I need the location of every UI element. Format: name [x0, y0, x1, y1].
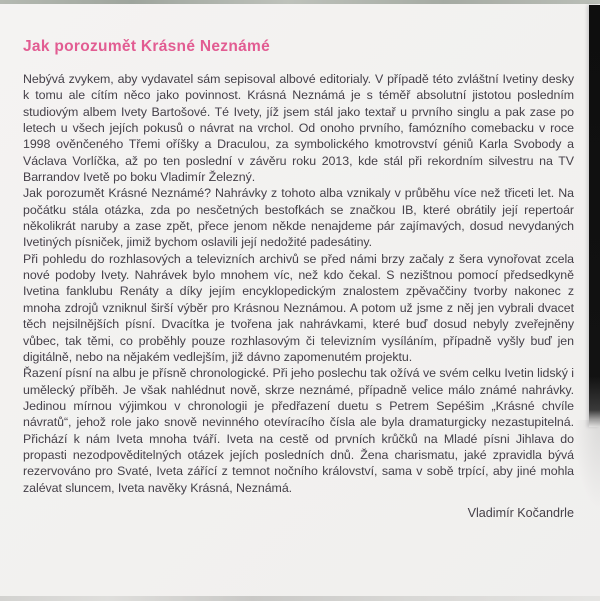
editorial-body	[23, 71, 574, 496]
author-signature: Vladimír Kočandrle	[467, 505, 574, 520]
editorial-content	[23, 38, 574, 521]
page-corner-shadow	[574, 420, 600, 510]
scan-bottom-edge	[0, 596, 600, 601]
scan-right-edge-bar	[589, 5, 600, 427]
paragraph: Řazení písní na albu je přísně chronologické. Při jeho poslechu tak ožívá ve svém celku Ivetin lidský i umělecký příběh. Je však nahlédnut nově, skrze neznámé, případně velice málo známé nahrávky. Jedinou mírnou výjimkou v chronologii je předřazení duetu s Petrem Sepéšim „Krásné chvíle návratů“, jehož role jako snově nevinného otevíracího čísla ale byla dramaturgicky nezastupitelná. Přichází k nám Iveta mnoha tváří. Iveta na cestě od prvních krůčků na Mladé písni Jihlava do propasti nezodpověditelných otázek jejích posledních dnů. Žena charismatu, jaké zpravidla bývá rezervováno pro Svaté, Iveta zářící z temnot nočního království, sama v sobě trpící, aby jiné mohla zalévat sluncem, Iveta navěky Krásná, Neznámá.	[23, 366, 574, 495]
paragraph: Při pohledu do rozhlasových a televizních archivů se před námi brzy začaly z šera vynořovat zcela nové podoby Ivety. Nahrávek bylo mnohem víc, než kdo čekal. S nezištnou pomocí předsedkyně Ivetina fanklubu Renáty a díky jejím encyklopedickým znalostem zpěvaččiny tvorby nakonec z mnoha zdrojů vzniknul širší výběr pro Krásnou Neznámou. A potom už jsme z něj jen vybrali dvacet těch nejsilnějších písní. Dvacítka je tvořena jak nahrávkami, které buď dosud nebyly zveřejněny vůbec, tak těmi, co proběhly pouze rozhlasovým či televizním vysíláním, případně vyšly buď jen digitálně, nebo na nějakém vedlejším, již dávno zapomenutém projektu.	[23, 251, 574, 364]
scan-top-edge	[0, 0, 600, 4]
paragraph: Jak porozumět Krásné Neznámé? Nahrávky z tohoto alba vznikaly v průběhu více než třiceti let. Na počátku stála otázka, zda po nesčetných bestofkách se značkou IB, které obrátily její repertoár několikrát naruby a zase zpět, přece jenom někde nenajdeme pár zajímavých, dosud nevydaných Ivetiných písniček, jimiž bychom oslavili její nedožité padesátiny.	[23, 186, 574, 250]
paragraph: Nebývá zvykem, aby vydavatel sám sepisoval albové editorialy. V případě této zvláštní Ivetiny desky k tomu ale cítím něco jako povinnost. Krásná Neznámá je s téměř absolutní jistotou posledním studiovým albem Ivety Bartošové. Té Ivety, jíž jsem stál jako textař u prvního singlu a pak zase po letech u všech jejích pokusů o návrat na vrchol. Od onoho prvního, famózního comebacku v roce 1998 ověnčeného Třemi oříšky a Draculou, za symbolického kmotrovství géniů Karla Svobody a Václava Vorlíčka, až po ten poslední v závěru roku 2013, kde stál při rekordním silvestru na TV Barrandov Ivetě po boku Vladimír Železný.	[23, 72, 574, 185]
page-title: Jak porozumět Krásné Neznámé	[23, 38, 271, 55]
